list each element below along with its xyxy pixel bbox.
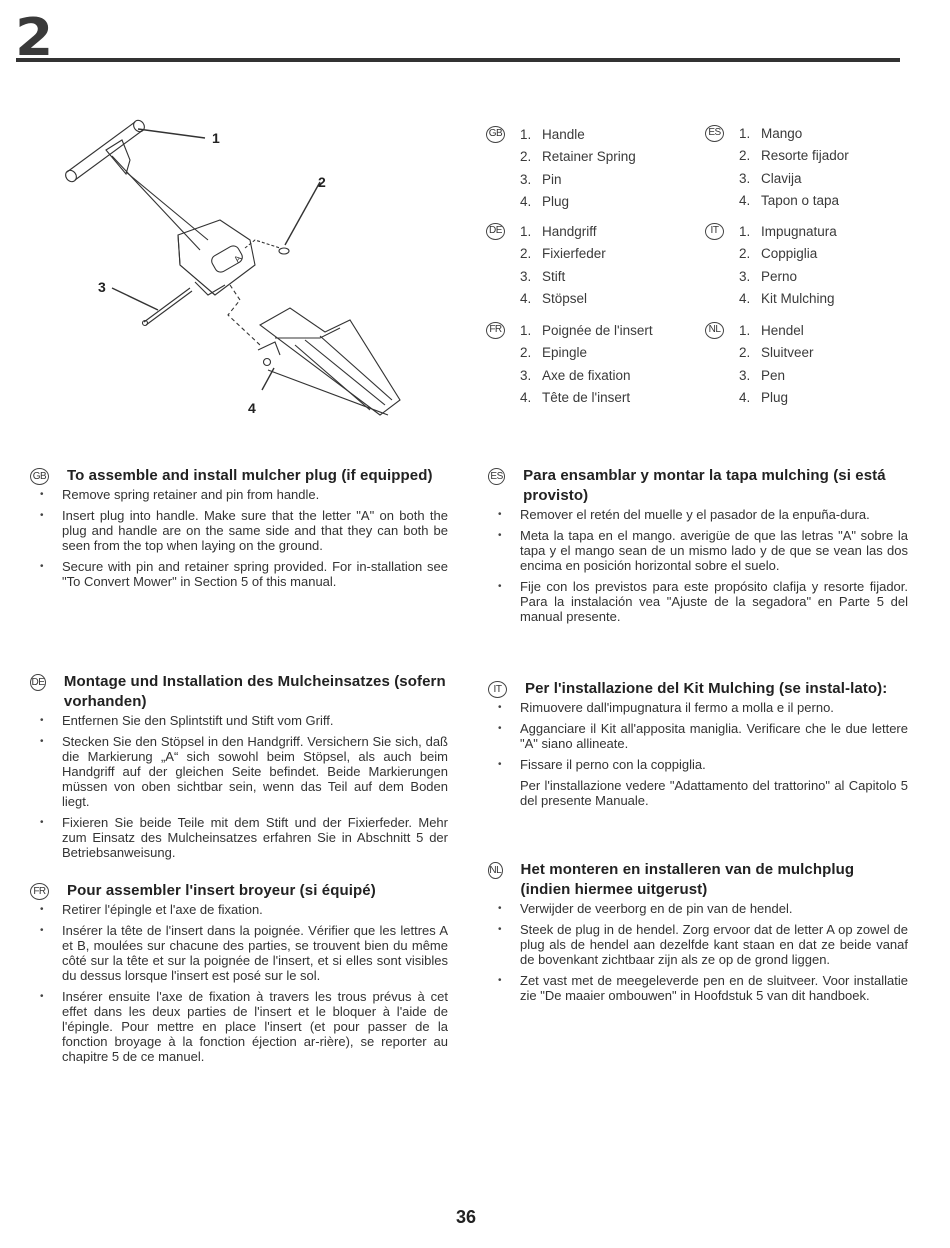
legend-term: Hendel [761, 322, 804, 338]
instruction-item: • Insérer ensuite l'axe de fixation à travers les trous prévus à cet effet dans les deux parties de l'insert et le bloquer à l'aide de l'épingle. Pour mettre en place l'insert (et pour passer de la fonction broyage à la fonction éjection ar-rière), se reporter au chapitre 5 de ce manuel. [30, 989, 448, 1064]
instruction-item: • Zet vast met de meegeleverde pen en de sluitveer. Voor installatie zie "De maaier ombouwen" in Hoofdstuk 5 van dit handboek. [488, 973, 908, 1003]
legend-term: Retainer Spring [542, 149, 636, 165]
legend-nl: NL 1. Hendel 2. Sluitveer 3. Pen 4. Plug [705, 319, 814, 409]
nl-language-icon: NL [488, 862, 503, 879]
instruction-item: • Insérer la tête de l'insert dans la poignée. Vérifier que les lettres A et B, moulées sur chacune des parties, se trouvent bien du même côté sur la tête et sur la poignée de l'insert, et si elles sont visibles du dessus lorsque l'insert est posé sur le sol. [30, 923, 448, 983]
instruction-item: • Fixieren Sie beide Teile mit dem Stift und der Fixierfeder. Mehr zum Einsatz des Mulcheinsatzes erfahren Sie in Abschnitt 5 der Betriebsanweisung. [30, 815, 448, 860]
legend-term: Handgriff [542, 223, 597, 239]
legend-term: Pen [761, 367, 786, 383]
section-title: To assemble and install mulcher plug (if equipped) [67, 467, 433, 484]
legend-it: IT 1. Impugnatura 2. Coppiglia 3. Perno 4. Kit Mulching [705, 220, 837, 310]
legend-term: Axe de fixation [542, 367, 631, 383]
fr-language-icon: FR [30, 883, 49, 900]
mulcher-plug-diagram [40, 100, 440, 420]
page-number: 36 [456, 1207, 477, 1227]
callout-3: 3 [98, 279, 106, 295]
svg-text:A: A [231, 253, 244, 265]
legend-es: ES 1. Mango 2. Resorte fijador 3. Clavija 4. Tapon o tapa [705, 122, 849, 212]
section-nl [488, 860, 908, 1003]
de-language-icon: DE [30, 674, 46, 691]
legend-term: Tapon o tapa [761, 193, 840, 209]
legend-term: Sluitveer [761, 345, 814, 361]
instruction-item: • Stecken Sie den Stöpsel in den Handgriff. Versichern Sie sich, daß die Markierung „A“ sich sowohl beim Stöpsel, als auch beim Handgriff auf der gleichen Seite befindet. Beide Markierungen müssen von oben sichtbar sein, wenn das Teil auf dem Boden liegt. [30, 734, 448, 809]
legend-term: Stöpsel [542, 291, 588, 307]
fr-language-icon: FR [486, 322, 505, 339]
legend-term: Kit Mulching [761, 291, 835, 307]
legend-term: Tête de l'insert [542, 390, 631, 406]
legend-term: Perno [761, 268, 798, 284]
section-it [488, 679, 908, 808]
callout-2: 2 [318, 174, 326, 190]
instruction-item: • Meta la tapa en el mango. averigüe de que las letras "A" sobre la tapa y el mango sean de un mismo lado y de que se vean las dos encima en posición horizontal sobre el suelo. [488, 528, 908, 573]
instruction-item: • Fissare il perno con la coppiglia. [488, 757, 908, 772]
instruction-item: • Remove spring retainer and pin from handle. [30, 487, 448, 502]
es-language-icon: ES [488, 468, 505, 485]
es-language-icon: ES [705, 125, 724, 142]
legend-de: DE 1. Handgriff 2. Fixierfeder 3. Stift 4. Stöpsel [486, 220, 606, 310]
instruction-item: • Steek de plug in de hendel. Zorg ervoor dat de letter A op zowel de plug als de hendel aan dezelfde kant staan en dat ze beide vanaf de bovenkant zichtbaar zijn als ze op de grond liggen. [488, 922, 908, 967]
section-title: Para ensamblar y montar la tapa mulching (si está provisto) [523, 467, 886, 504]
instruction-item: • Secure with pin and retainer spring provided. For in-stallation see "To Convert Mower" in Section 5 of this manual. [30, 559, 448, 589]
legend-term: Plug [761, 390, 789, 406]
section-title: Het monteren en installeren van de mulchplug (indien hiermee uitgerust) [520, 861, 855, 898]
callout-1: 1 [212, 130, 220, 146]
legend-term: Resorte fijador [761, 148, 849, 164]
de-language-icon: DE [486, 223, 505, 240]
instruction-item: • Agganciare il Kit all'apposita maniglia. Verificare che le due lettere "A" siano allineate. [488, 721, 908, 751]
legend-term: Epingle [542, 345, 588, 361]
legend-fr: FR 1. Poignée de l'insert 2. Epingle 3. Axe de fixation 4. Tête de l'insert [486, 319, 653, 409]
section-de [30, 672, 448, 860]
it-language-icon: IT [488, 681, 507, 698]
chapter-number: 2 [15, 8, 52, 68]
legend-term: Clavija [761, 170, 802, 186]
instruction-item: • Insert plug into handle. Make sure that the letter "A" on both the plug and handle are on the same side and that they can both be seen from the top when laying on the ground. [30, 508, 448, 553]
header-rule [16, 58, 900, 62]
nl-language-icon: NL [705, 322, 724, 339]
gb-language-icon: GB [486, 126, 505, 143]
section-title: Per l'installazione del Kit Mulching (se instal-lato): [525, 680, 888, 697]
section-fr [30, 881, 448, 1064]
instruction-item: • Rimuovere dall'impugnatura il fermo a molla e il perno. [488, 700, 908, 715]
section-title: Pour assembler l'insert broyeur (si équipé) [67, 882, 376, 899]
legend-term: Pin [542, 171, 562, 187]
legend-gb: GB 1. Handle 2. Retainer Spring 3. Pin 4. Plug [486, 123, 636, 213]
instruction-item: • Entfernen Sie den Splintstift und Stift vom Griff. [30, 713, 448, 728]
instruction-note: Per l'installazione vedere "Adattamento del trattorino" al Capitolo 5 del presente Manuale. [520, 778, 908, 808]
legend-term: Fixierfeder [542, 246, 606, 262]
callout-4: 4 [248, 400, 256, 416]
legend-term: Plug [542, 194, 570, 210]
instruction-item: • Verwijder de veerborg en de pin van de hendel. [488, 901, 908, 916]
instruction-item: • Retirer l'épingle et l'axe de fixation. [30, 902, 448, 917]
section-es [488, 466, 908, 624]
it-language-icon: IT [705, 223, 724, 240]
gb-language-icon: GB [30, 468, 49, 485]
instruction-item: • Fije con los previstos para este propósito clafija y resorte fijador. Para la instalación vea "Ajuste de la segadora" en Parte 5 del manual presente. [488, 579, 908, 624]
legend-term: Impugnatura [761, 223, 837, 239]
section-gb [30, 466, 448, 589]
legend-term: Stift [542, 268, 566, 284]
legend-term: Mango [761, 125, 803, 141]
instruction-item: • Remover el retén del muelle y el pasador de la enpuña-dura. [488, 507, 908, 522]
legend-term: Poignée de l'insert [542, 322, 653, 338]
legend-term: Coppiglia [761, 246, 818, 262]
section-title: Montage und Installation des Mulcheinsatzes (sofern vorhanden) [63, 673, 446, 710]
legend-term: Handle [542, 126, 585, 142]
